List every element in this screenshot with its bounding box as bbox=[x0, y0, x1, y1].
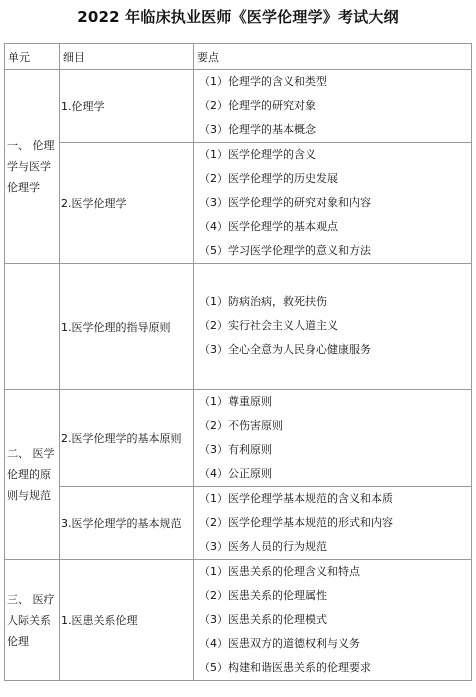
unit-cell: 二、 医学伦理的原则与规范 bbox=[5, 390, 60, 560]
point-item: （5）构建和谐医患关系的伦理要求 bbox=[199, 661, 371, 674]
point-item: （3）全心全意为人民身心健康服务 bbox=[199, 343, 371, 356]
points-cell bbox=[194, 390, 472, 487]
point-item: （2）不伤害原则 bbox=[199, 419, 283, 432]
table-row bbox=[5, 487, 472, 560]
header-unit: 单元 bbox=[5, 44, 60, 70]
point-item: （3）伦理学的基本概念 bbox=[199, 123, 316, 136]
points-cell bbox=[194, 264, 472, 390]
page-title: 2022 年临床执业医师《医学伦理学》考试大纲 bbox=[77, 8, 399, 26]
table-row bbox=[5, 264, 472, 390]
table-row bbox=[5, 70, 472, 143]
points-cell bbox=[194, 560, 472, 681]
point-item: （2）医学伦理学的历史发展 bbox=[199, 172, 338, 185]
point-item: （3）医学伦理学的研究对象和内容 bbox=[199, 196, 371, 209]
subunit-cell: 3.医学伦理学的基本规范 bbox=[60, 487, 194, 560]
point-item: （1）尊重原则 bbox=[199, 395, 272, 408]
unit-cell: 三、 医疗人际关系伦理 bbox=[5, 560, 60, 681]
point-item: （1）医学伦理学基本规范的含义和本质 bbox=[199, 492, 393, 505]
header-subunit: 细目 bbox=[60, 44, 194, 70]
point-item: （2）伦理学的研究对象 bbox=[199, 99, 316, 112]
syllabus-table bbox=[4, 43, 472, 681]
points-cell bbox=[194, 143, 472, 264]
subunit-cell: 1.医学伦理的指导原则 bbox=[60, 264, 194, 390]
subunit-cell: 2.医学伦理学 bbox=[60, 143, 194, 264]
header-points: 要点 bbox=[194, 44, 472, 70]
points-cell bbox=[194, 70, 472, 143]
point-item: （3）医务人员的行为规范 bbox=[199, 540, 327, 553]
point-item: （1）医患关系的伦理含义和特点 bbox=[199, 565, 360, 578]
point-item: （1）医学伦理学的含义 bbox=[199, 148, 316, 161]
subunit-cell: 1.伦理学 bbox=[60, 70, 194, 143]
point-item: （2）医学伦理学基本规范的形式和内容 bbox=[199, 516, 393, 529]
subunit-cell: 1.医患关系伦理 bbox=[60, 560, 194, 681]
point-item: （4）公正原则 bbox=[199, 467, 272, 480]
table-header-row bbox=[5, 44, 472, 70]
point-item: （2）实行社会主义人道主义 bbox=[199, 319, 338, 332]
point-item: （5）学习医学伦理学的意义和方法 bbox=[199, 244, 371, 257]
table-row bbox=[5, 560, 472, 681]
points-cell bbox=[194, 487, 472, 560]
point-item: （4）医患双方的道德权利与义务 bbox=[199, 637, 360, 650]
table-row bbox=[5, 390, 472, 487]
point-item: （4）医学伦理学的基本观点 bbox=[199, 220, 338, 233]
point-item: （3）有利原则 bbox=[199, 443, 272, 456]
point-item: （1）伦理学的含义和类型 bbox=[199, 75, 327, 88]
unit-cell: 一、 伦理学与医学伦理学 bbox=[5, 70, 60, 264]
point-item: （3）医患关系的伦理模式 bbox=[199, 613, 327, 626]
point-item: （2）医患关系的伦理属性 bbox=[199, 589, 327, 602]
unit-cell bbox=[5, 264, 60, 390]
table-row bbox=[5, 143, 472, 264]
point-item: （1）防病治病，救死扶伤 bbox=[199, 295, 327, 308]
subunit-cell: 2.医学伦理学的基本原则 bbox=[60, 390, 194, 487]
